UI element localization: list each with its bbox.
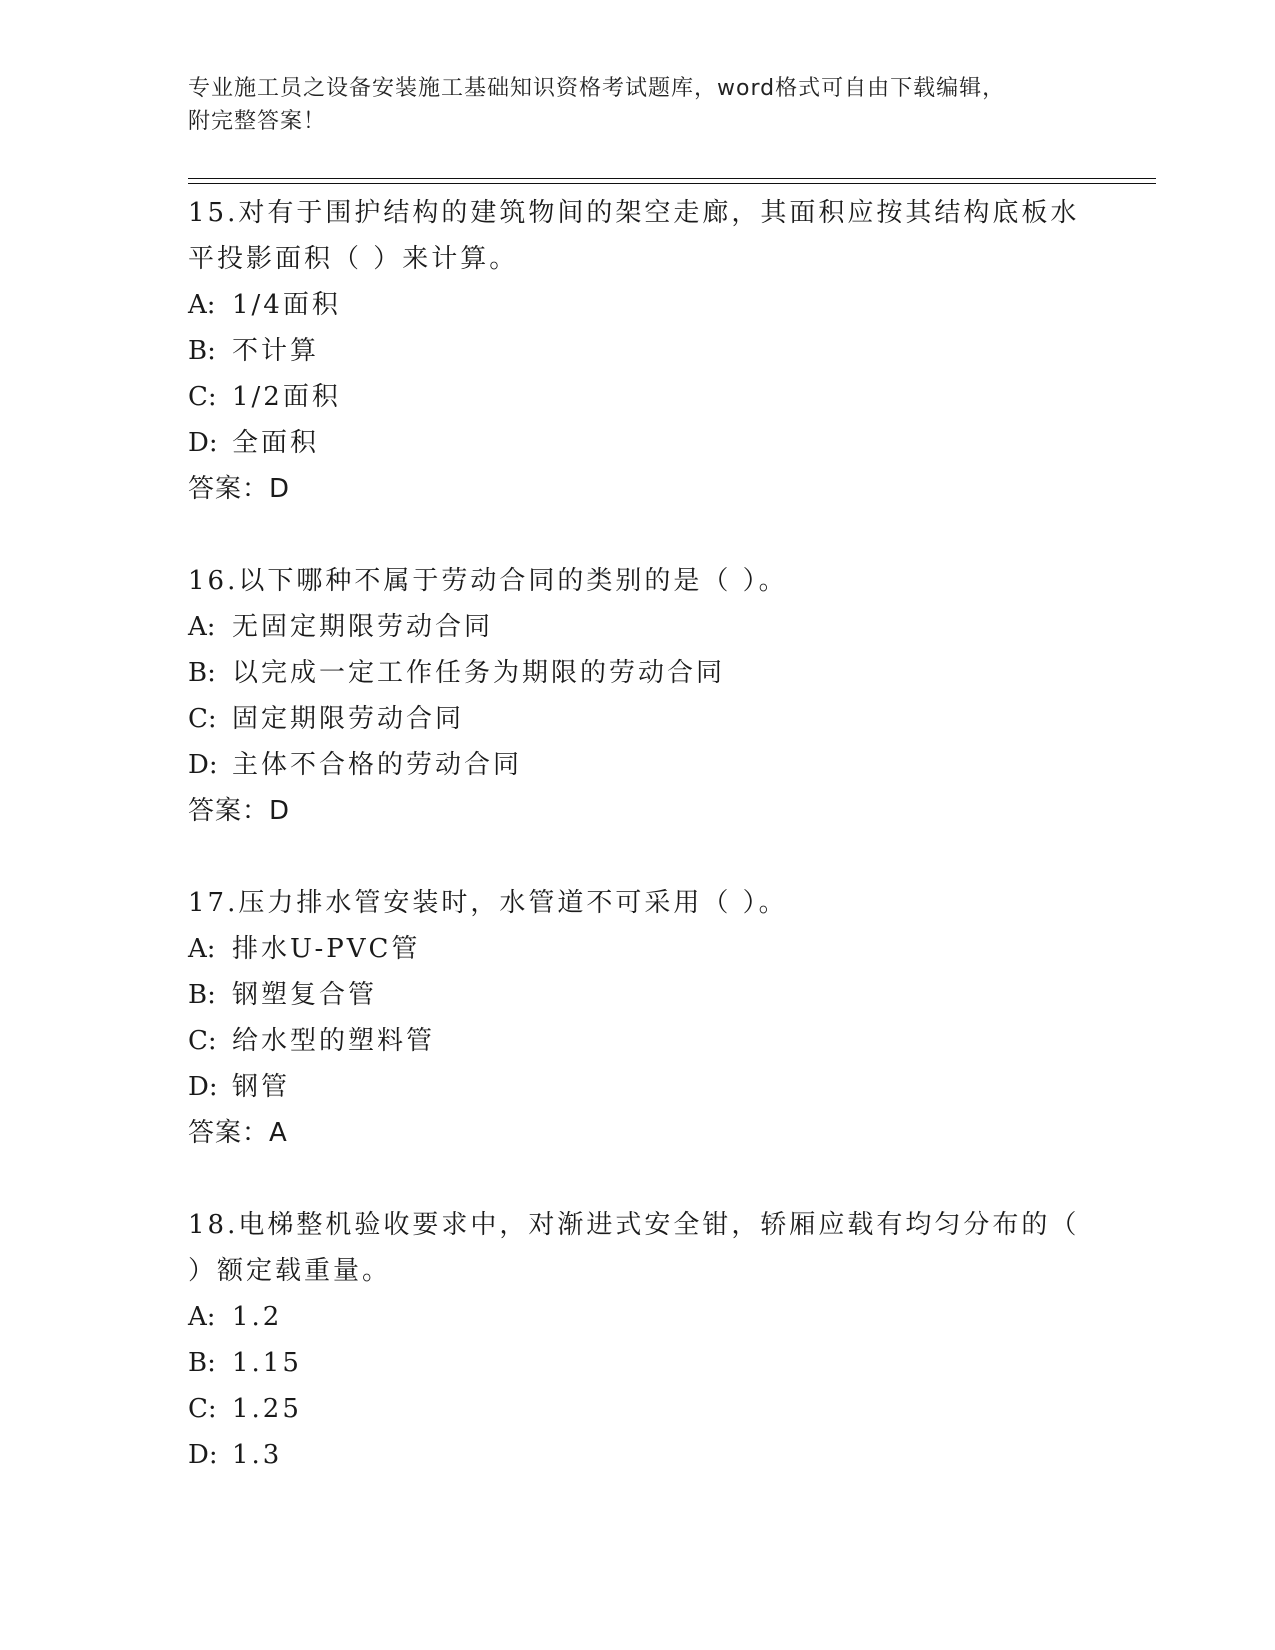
option-a — [188, 926, 1088, 972]
question-stem-line: 18.电梯整机验收要求中，对渐进式安全钳，轿厢应载有均匀分布的（ — [188, 1210, 1080, 1240]
question-stem — [188, 188, 1088, 282]
option-letter: A: — [188, 934, 216, 964]
option-d — [188, 420, 1088, 466]
answer-label: 答案：D — [188, 474, 291, 504]
option-a — [188, 1294, 1088, 1340]
question-stem-line: ）额定载重量。 — [188, 1256, 392, 1286]
option-text: 不计算 — [232, 336, 320, 366]
option-text: 排水U-PVC管 — [232, 934, 421, 964]
option-c — [188, 1018, 1088, 1064]
option-letter: B: — [188, 658, 216, 688]
option-b — [188, 972, 1088, 1018]
option-c — [188, 696, 1088, 742]
option-letter: A: — [188, 1302, 216, 1332]
option-text: 固定期限劳动合同 — [232, 704, 465, 734]
option-letter: B: — [188, 336, 216, 366]
option-letter: D: — [188, 428, 218, 458]
question-18 — [188, 1200, 1088, 1478]
header-divider-top — [188, 178, 1156, 179]
option-letter: D: — [188, 1440, 218, 1470]
option-letter: C: — [188, 704, 217, 734]
option-letter: B: — [188, 980, 216, 1010]
option-a — [188, 282, 1088, 328]
option-text: 以完成一定工作任务为期限的劳动合同 — [232, 658, 726, 688]
option-letter: A: — [188, 290, 216, 320]
option-c — [188, 374, 1088, 420]
option-text: 无固定期限劳动合同 — [232, 612, 494, 642]
question-stem-line: 15.对有于围护结构的建筑物间的架空走廊，其面积应按其结构底板水 — [188, 198, 1080, 228]
option-text: 1.3 — [232, 1440, 283, 1470]
option-letter: B: — [188, 1348, 216, 1378]
option-text: 钢管 — [232, 1072, 291, 1102]
option-text: 1.25 — [232, 1394, 302, 1424]
option-text: 钢塑复合管 — [232, 980, 378, 1010]
option-d — [188, 1064, 1088, 1110]
option-text: 1.2 — [232, 1302, 283, 1332]
option-letter: C: — [188, 1394, 217, 1424]
question-stem-line: 平投影面积（ ）来计算。 — [188, 244, 519, 274]
question-16 — [188, 556, 1088, 834]
option-a — [188, 604, 1088, 650]
question-15 — [188, 188, 1088, 512]
header-line-2: 附完整答案！ — [188, 109, 327, 134]
question-stem — [188, 556, 1088, 604]
header-line-1: 专业施工员之设备安装施工基础知识资格考试题库，word格式可自由下载编辑， — [188, 76, 1006, 101]
option-b — [188, 1340, 1088, 1386]
option-text: 主体不合格的劳动合同 — [232, 750, 523, 780]
option-letter: A: — [188, 612, 216, 642]
option-text: 全面积 — [232, 428, 320, 458]
option-d — [188, 1432, 1088, 1478]
question-stem-line: 16.以下哪种不属于劳动合同的类别的是（ ）。 — [188, 566, 788, 596]
option-letter: D: — [188, 1072, 218, 1102]
option-text: 1/4面积 — [232, 290, 341, 320]
document-header — [188, 72, 1088, 138]
option-letter: C: — [188, 382, 217, 412]
question-list — [188, 188, 1088, 1478]
option-letter: C: — [188, 1026, 217, 1056]
option-d — [188, 742, 1088, 788]
question-stem — [188, 878, 1088, 926]
option-b — [188, 328, 1088, 374]
answer-label: 答案：A — [188, 1118, 288, 1148]
option-text: 1.15 — [232, 1348, 302, 1378]
option-c — [188, 1386, 1088, 1432]
option-b — [188, 650, 1088, 696]
option-text: 1/2面积 — [232, 382, 341, 412]
question-stem — [188, 1200, 1088, 1294]
option-text: 给水型的塑料管 — [232, 1026, 436, 1056]
question-stem-line: 17.压力排水管安装时，水管道不可采用（ ）。 — [188, 888, 788, 918]
option-letter: D: — [188, 750, 218, 780]
header-divider-bottom — [188, 183, 1156, 184]
answer-label: 答案：D — [188, 796, 291, 826]
question-17 — [188, 878, 1088, 1156]
